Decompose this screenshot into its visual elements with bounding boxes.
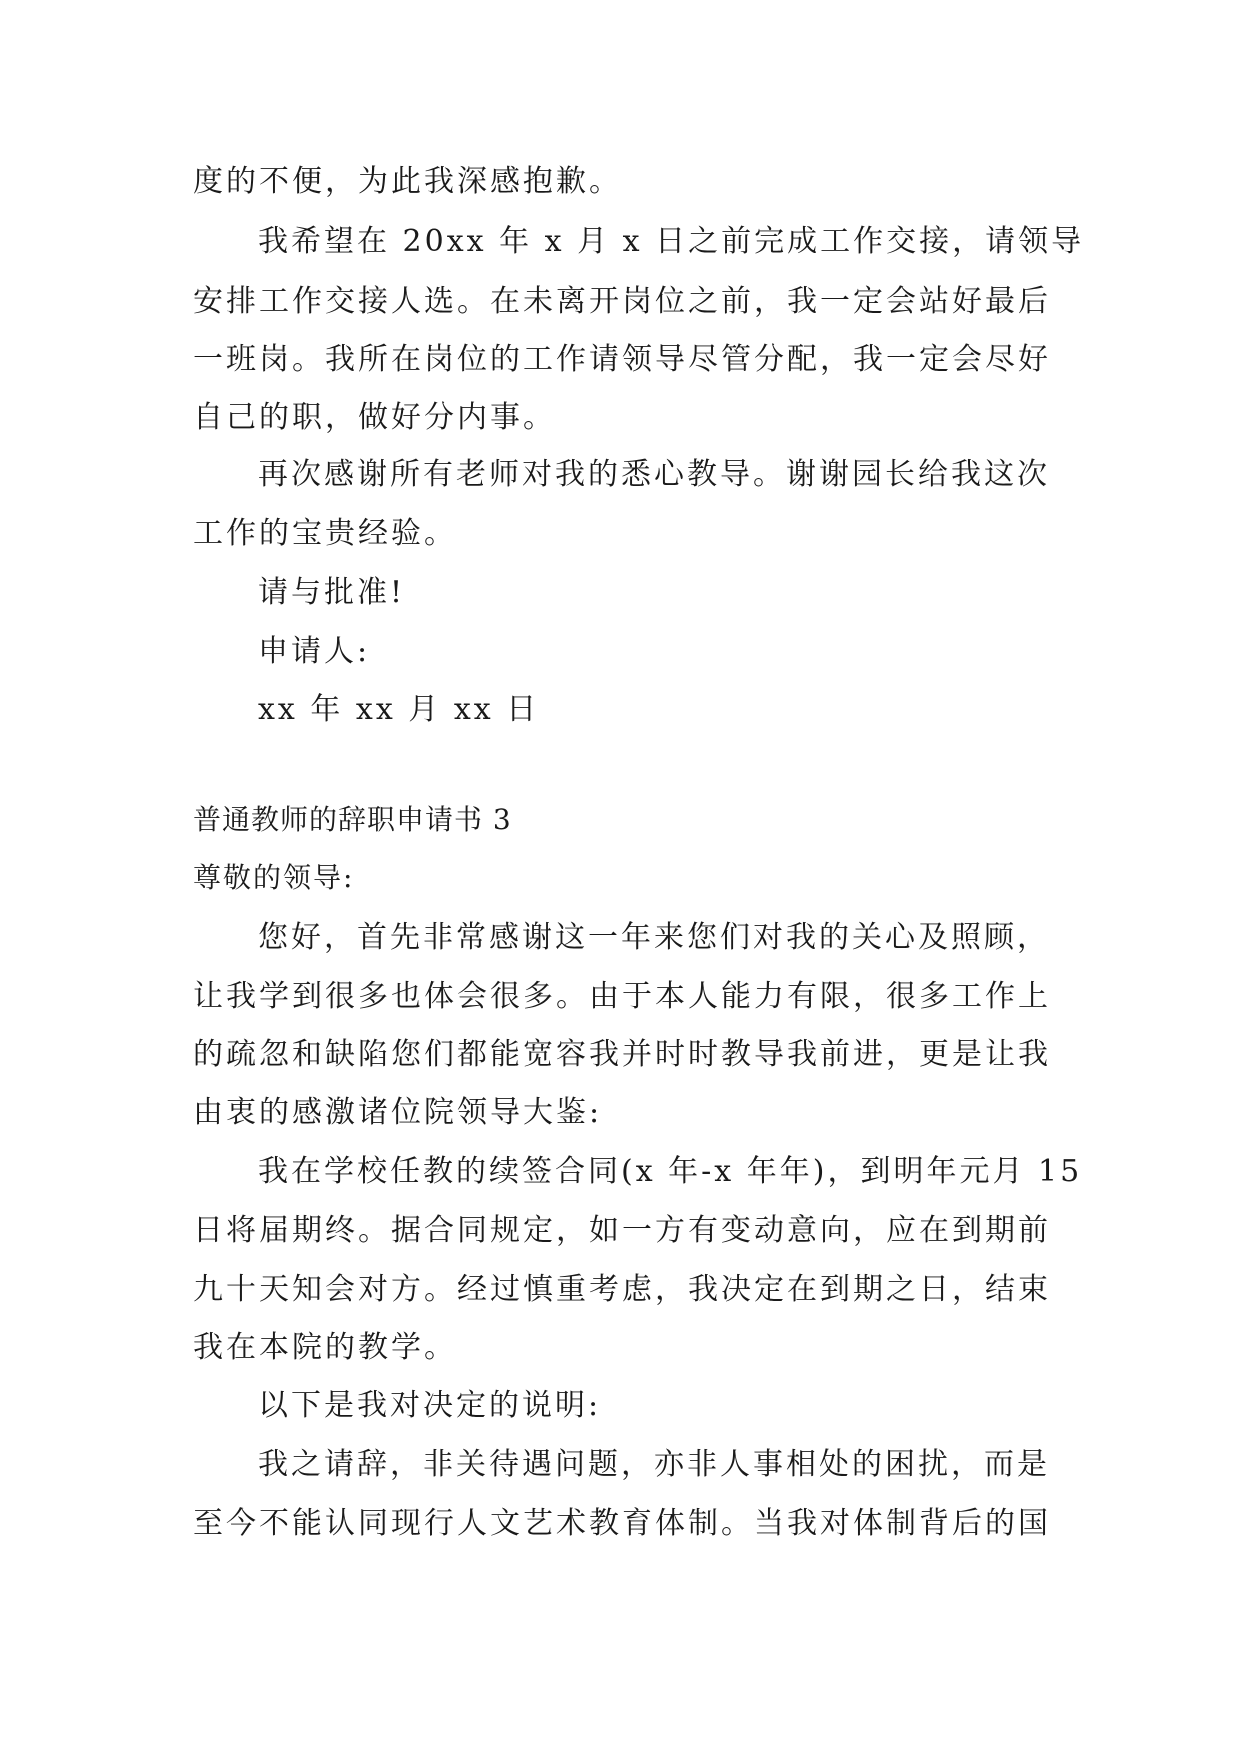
paragraph-line: 日将届期终。据合同规定，如一方有变动意向，应在到期前 [193, 1213, 1051, 1248]
paragraph-line: 再次感谢所有老师对我的悉心教导。谢谢园长给我这次 [258, 457, 1050, 492]
paragraph-line: 自己的职，做好分内事。 [193, 400, 556, 435]
paragraph-line: 的疏忽和缺陷您们都能宽容我并时时教导我前进，更是让我 [193, 1037, 1051, 1072]
paragraph-line: 度的不便，为此我深感抱歉。 [193, 164, 622, 199]
salutation: 尊敬的领导: [193, 861, 355, 894]
paragraph-line: 我希望在 20xx 年 x 月 x 日之前完成工作交接，请领导 [258, 224, 1085, 259]
paragraph-line: 以下是我对决定的说明: [258, 1388, 602, 1423]
paragraph-line: 我在学校任教的续签合同(x 年-x 年年)，到明年元月 15 [258, 1154, 1083, 1189]
paragraph-line: 工作的宝贵经验。 [193, 516, 457, 551]
paragraph-line: 九十天知会对方。经过慎重考虑，我决定在到期之日，结束 [193, 1272, 1051, 1307]
paragraph-line: 让我学到很多也体会很多。由于本人能力有限，很多工作上 [193, 979, 1051, 1014]
section-title: 普通教师的辞职申请书 3 [193, 803, 512, 836]
paragraph-line: 由衷的感激诸位院领导大鉴: [193, 1095, 603, 1130]
paragraph-line: 至今不能认同现行人文艺术教育体制。当我对体制背后的国 [193, 1506, 1051, 1541]
paragraph-line: 我之请辞，非关待遇问题，亦非人事相处的困扰，而是 [258, 1447, 1050, 1482]
paragraph-line: 安排工作交接人选。在未离开岗位之前，我一定会站好最后 [193, 284, 1051, 319]
paragraph-line: 一班岗。我所在岗位的工作请领导尽管分配，我一定会尽好 [193, 342, 1051, 377]
date-line: xx 年 xx 月 xx 日 [258, 692, 540, 727]
closing-request: 请与批准! [258, 575, 406, 610]
paragraph-line: 您好，首先非常感谢这一年来您们对我的关心及照顾， [258, 920, 1050, 955]
applicant-label: 申请人: [258, 634, 371, 669]
paragraph-line: 我在本院的教学。 [193, 1330, 457, 1365]
